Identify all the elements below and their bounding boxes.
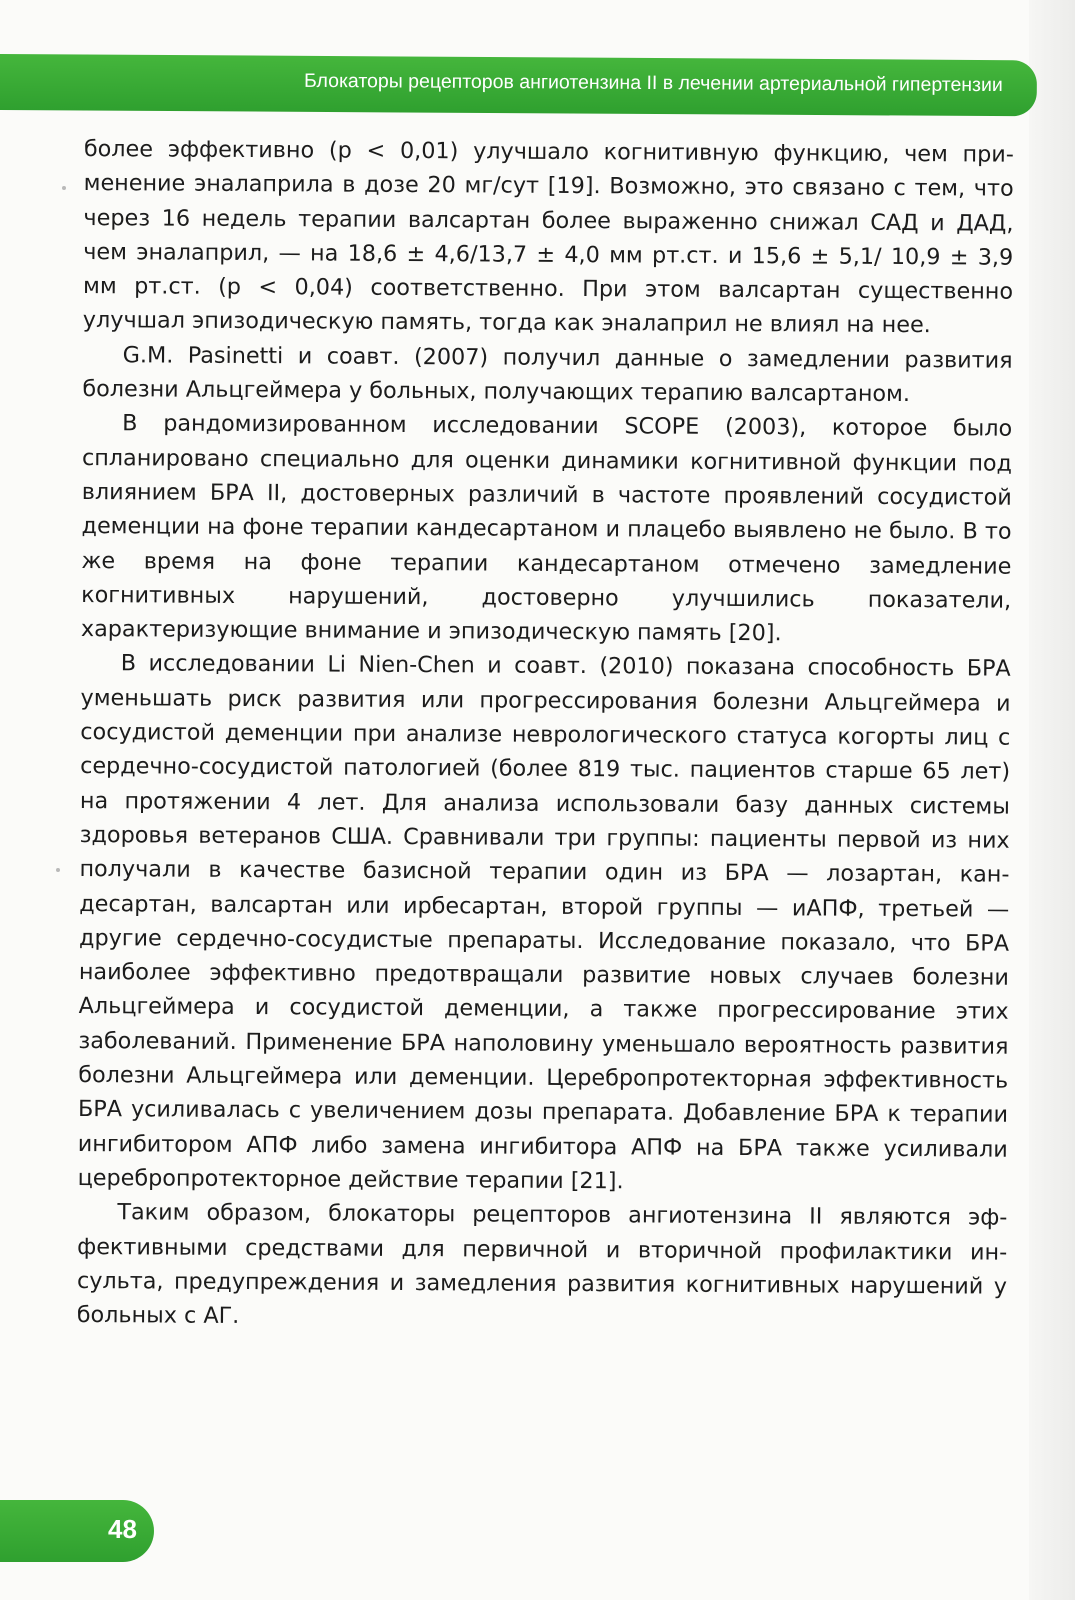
- paragraph-2: G.M. Pasinetti и соавт. (2007) получил данные о замедлении развития болезни Альцгеймера у больных, получающих терапию валсартаном.: [82, 342, 1013, 408]
- paragraph-3: В рандомизированном исследовании SCOPE (2003), которое было спланировано специально для оценки динамики когнитивной функции под влиянием БРА II, достоверных различий в частоте проявлений сосудистой деменции на фоне терапии кандесартаном и плацебо выявлено не было. В то же время на фоне терапии кандесартаном отмечено замедление когнитивных нарушений, достоверно улучшились показатели, характеризующие внимание и эпизодическую память [20].: [80, 410, 1013, 647]
- page-number: 48: [108, 1514, 137, 1544]
- paper-speck: [56, 868, 60, 872]
- page-edge-shadow: [1029, 0, 1075, 1600]
- paper-speck: [62, 186, 66, 190]
- body-text: [77, 132, 1014, 1338]
- running-header-bar: [0, 54, 1037, 116]
- paragraph-1: более эффективно (р < 0,01) улучшало когнитивную функцию, чем применение эналаприла в дозе 20 мг/сут [19]. Возможно, это связано с тем, что через 16 недель терапии валсартан более выраженно снижал САД и ДАД, чем эналаприл, — на 18,6 ± 4,6/13,7 ± 4,0 мм рт.ст. и 15,6 ± 5,1/ 10,9 ± 3,9 мм рт.ст. (р < 0,04) соответственно. При этом валсартан существенно улучшал эпизодическую память, тогда как эналаприл не влиял на нее.: [82, 135, 1014, 339]
- paragraph-5: Таким образом, блокаторы рецепторов ангиотензина II являются эффективными средствами для первичной и вторичной профилактики инсульта, предупреждения и замедления развития когнитивных нарушений у больных с АГ.: [76, 1199, 1008, 1330]
- running-header-title: Блокаторы рецепторов ангиотензина II в лечении артериальной гипертензии: [303, 69, 1003, 97]
- page-number-tab: [0, 1500, 154, 1562]
- paragraph-4: В исследовании Li Nien-Chen и соавт. (2010) показана способность БРА уменьшать риск развития или прогрессирования болезни Альцгеймера и сосудистой деменции при анализе неврологического статуса когорты лиц с сердечно-сосудистой патологией (более 819 тыс. пациентов старше 65 лет) на протяжении 4 лет. Для анализа использовали базу данных системы здоровья ветеранов США. Сравнивали три группы: пациенты первой из них получали в качестве базисной терапии один из БРА — лозартан, кандесартан, валсартан или ирбесартан, второй группы — иАПФ, третьей — другие сердечно-сосудистые препараты. Исследование показало, что БРА наиболее эффективно предотвращали развитие новых случаев болезни Альцгеймера и сосудистой деменции, а также прогрессирование этих заболеваний. Применение БРА наполовину уменьшало вероятность развития болезни Альцгеймера или деменции. Церебропротекторная эффективность БРА усиливалась с увеличением дозы препарата. Добавление БРА к терапии ингибитором АПФ либо замена ингибитора АПФ на БРА также усиливали церебропротекторное действие терапии [21].: [77, 650, 1011, 1195]
